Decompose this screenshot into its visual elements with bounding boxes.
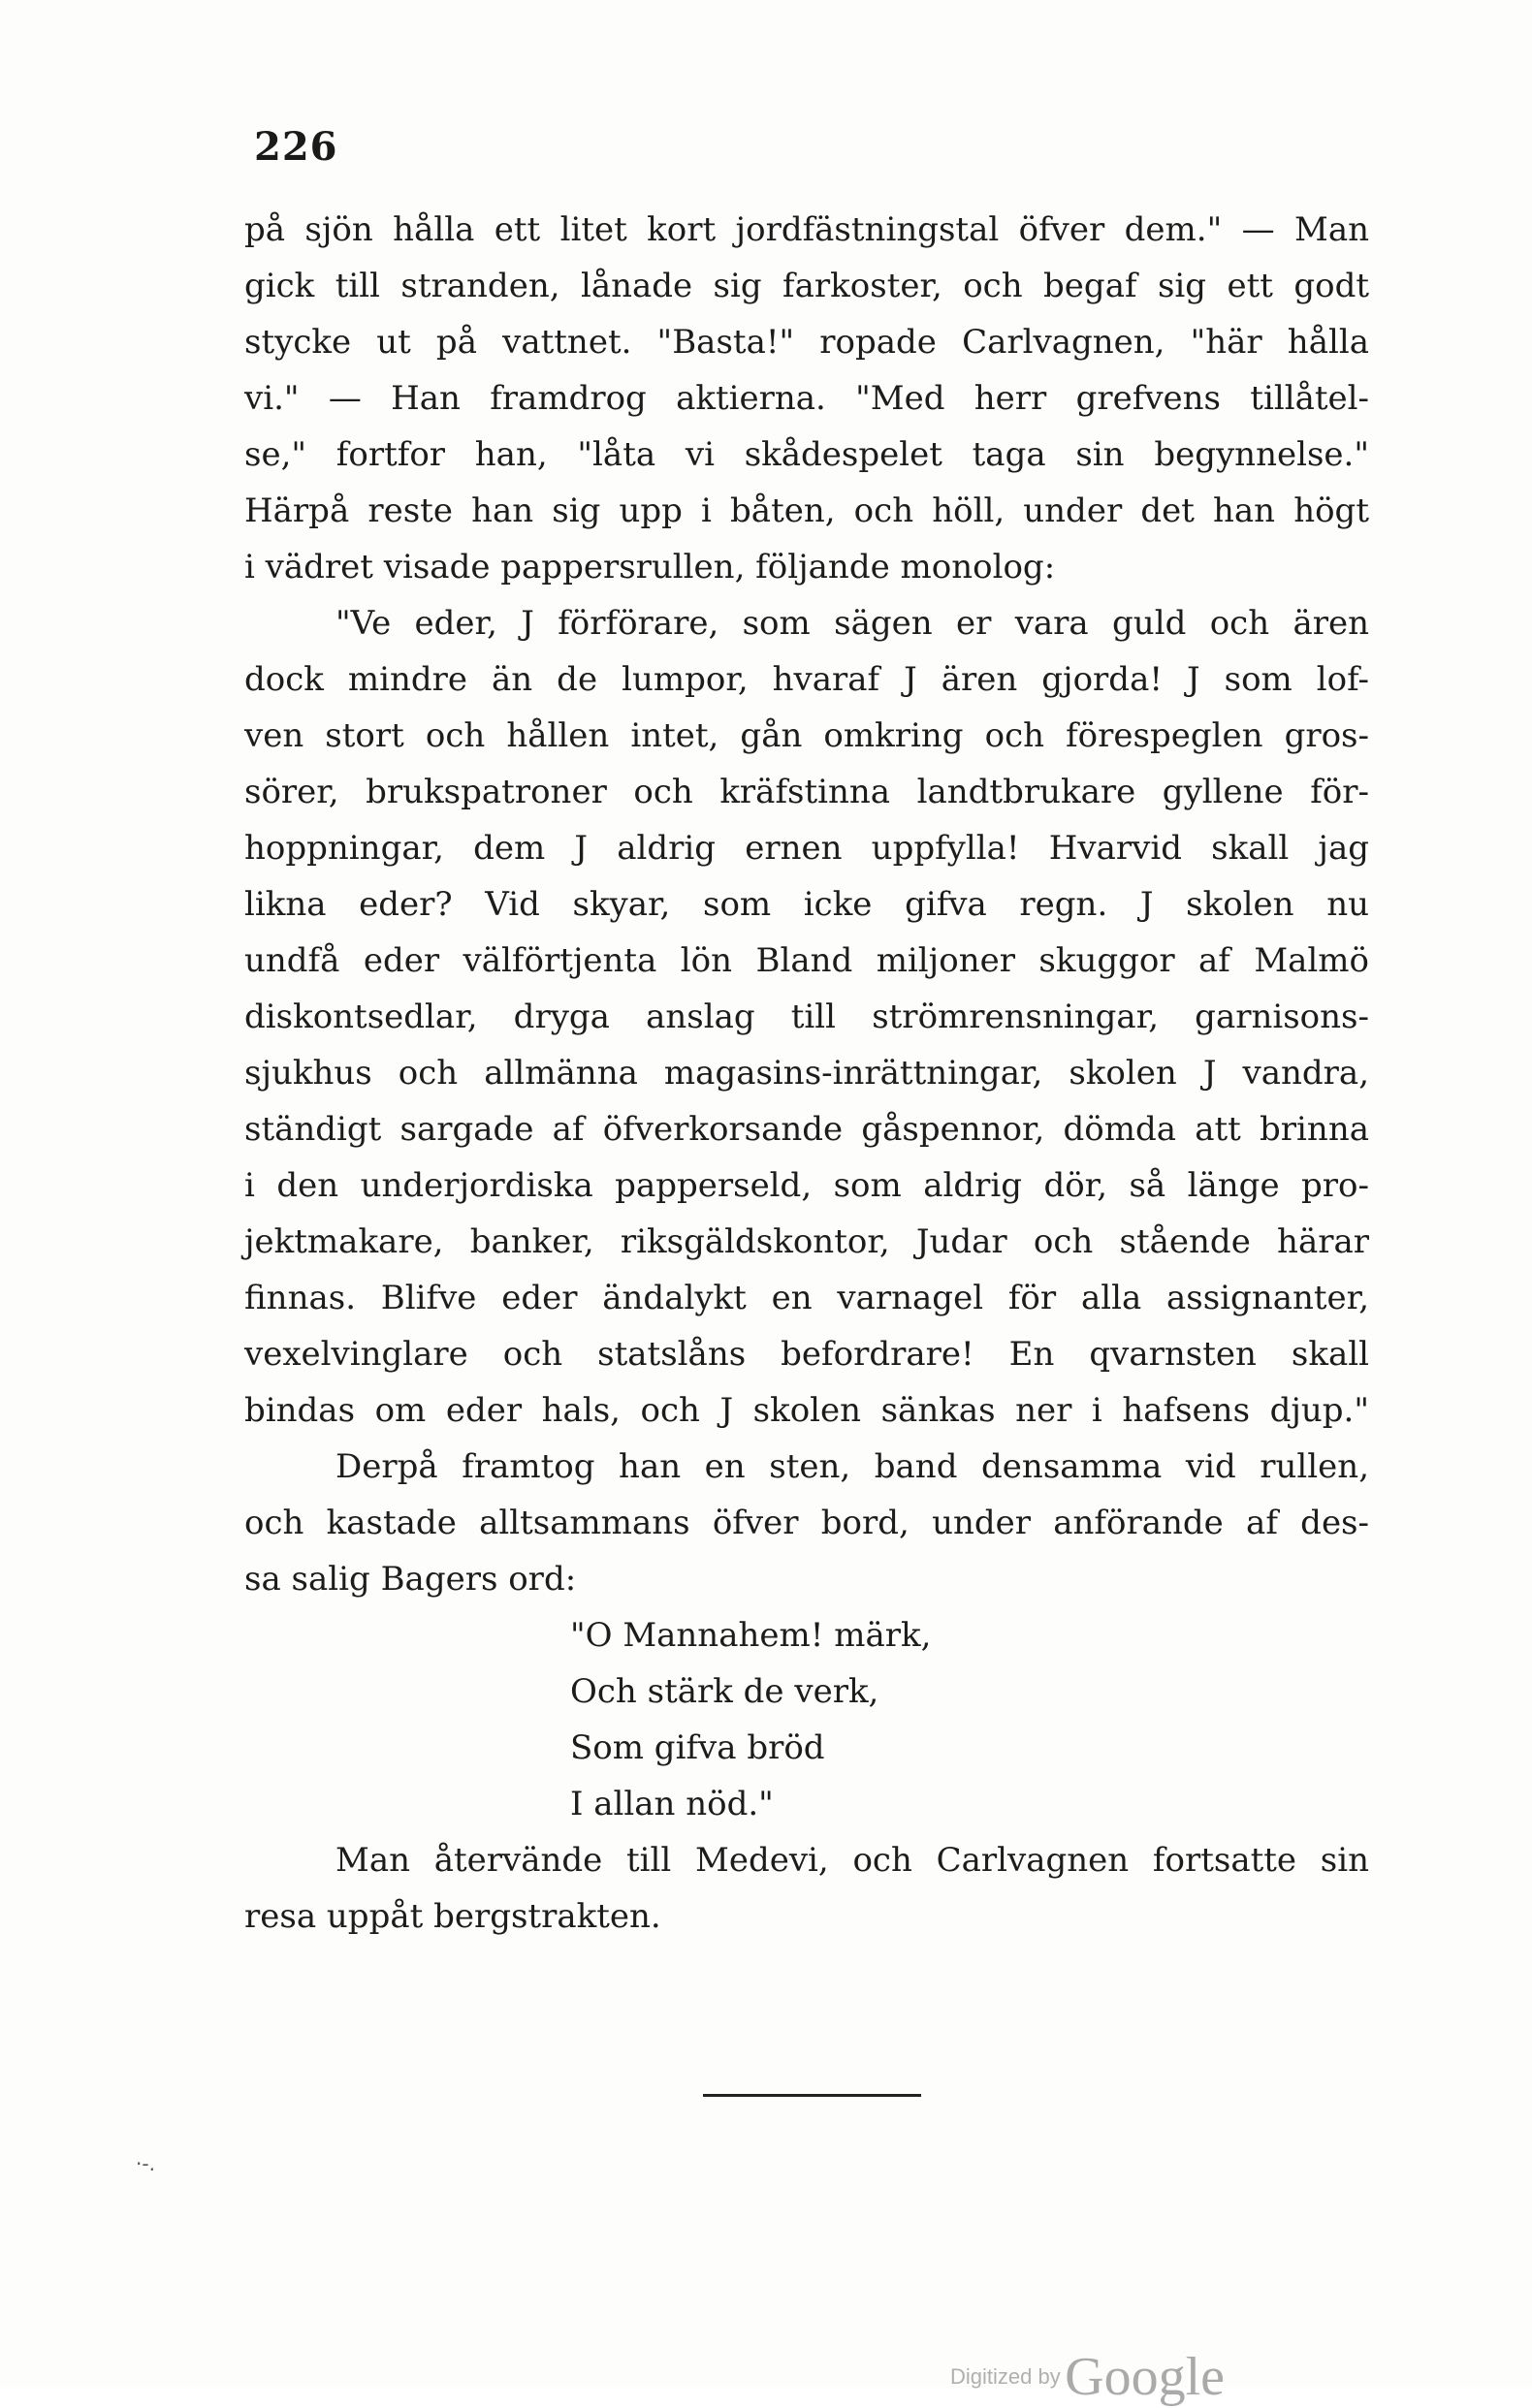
text-line: sjukhus och allmänna magasins-inrättningar, skolen J vandra, bbox=[244, 1054, 1369, 1093]
verse-line: Som gifva bröd bbox=[570, 1728, 825, 1767]
text-line: Härpå reste han sig upp i båten, och höll, under det han högt bbox=[244, 491, 1369, 530]
text-line: och kastade alltsammans öfver bord, under anförande af des- bbox=[244, 1504, 1369, 1542]
body-text bbox=[244, 202, 1369, 1945]
text-line: Derpå framtog han en sten, band densamma vid rullen, bbox=[335, 1447, 1369, 1486]
text-line: gick till stranden, lånade sig farkoster, och begaf sig ett godt bbox=[244, 267, 1369, 305]
text-line: på sjön hålla ett litet kort jordfästningstal öfver dem." — Man bbox=[244, 210, 1369, 249]
text-line: vi." — Han framdrog aktierna. "Med herr grefvens tillåtel- bbox=[244, 379, 1369, 418]
watermark-prefix: Digitized by bbox=[950, 2364, 1061, 2389]
text-line: i den underjordiska papperseld, som aldrig dör, så länge pro- bbox=[244, 1166, 1369, 1205]
text-line: sa salig Bagers ord: bbox=[244, 1560, 577, 1599]
text-line: undfå eder välförtjenta lön Bland miljoner skuggor af Malmö bbox=[244, 941, 1369, 980]
watermark-brand: Google bbox=[1065, 2347, 1226, 2407]
verse-line: Och stärk de verk, bbox=[570, 1672, 879, 1711]
text-line: "Ve eder, J förförare, som sägen er vara guld och ären bbox=[335, 604, 1369, 643]
text-line: Man återvände till Medevi, och Carlvagnen fortsatte sin bbox=[335, 1841, 1369, 1880]
text-line: hoppningar, dem J aldrig ernen uppfylla! Hvarvid skall jag bbox=[244, 829, 1369, 868]
text-line: se," fortfor han, "låta vi skådespelet taga sin begynnelse." bbox=[244, 435, 1369, 474]
text-line: i vädret visade pappersrullen, följande monolog: bbox=[244, 548, 1056, 586]
text-line: dock mindre än de lumpor, hvaraf J ären gjorda! J som lof- bbox=[244, 660, 1369, 699]
text-line: stycke ut på vattnet. "Basta!" ropade Carlvagnen, "här hålla bbox=[244, 323, 1369, 362]
verse-line: "O Mannahem! märk, bbox=[570, 1616, 932, 1655]
digitized-watermark bbox=[950, 2346, 1225, 2408]
text-line: ständigt sargade af öfverkorsande gåspennor, dömda att brinna bbox=[244, 1110, 1369, 1149]
text-line: finnas. Blifve eder ändalykt en varnagel för alla assignanter, bbox=[244, 1279, 1369, 1317]
section-end-rule bbox=[703, 2094, 921, 2097]
text-line: jektmakare, banker, riksgäldskontor, Judar och stående härar bbox=[244, 1222, 1369, 1261]
text-line: vexelvinglare och statslåns befordrare! En qvarnsten skall bbox=[244, 1335, 1369, 1374]
page-number: 226 bbox=[254, 124, 338, 170]
text-line: likna eder? Vid skyar, som icke gifva regn. J skolen nu bbox=[244, 885, 1369, 924]
text-line: resa uppåt bergstrakten. bbox=[244, 1897, 661, 1936]
verse-line: I allan nöd." bbox=[570, 1785, 774, 1823]
text-line: ven stort och hållen intet, gån omkring och förespeglen gros- bbox=[244, 716, 1369, 755]
text-line: diskontsedlar, dryga anslag till strömrensningar, garnisons- bbox=[244, 998, 1369, 1036]
stray-mark: ·-. bbox=[136, 2152, 155, 2175]
text-line: bindas om eder hals, och J skolen sänkas ner i hafsens djup." bbox=[244, 1391, 1369, 1430]
text-line: sörer, brukspatroner och kräfstinna landtbrukare gyllene för- bbox=[244, 773, 1369, 811]
